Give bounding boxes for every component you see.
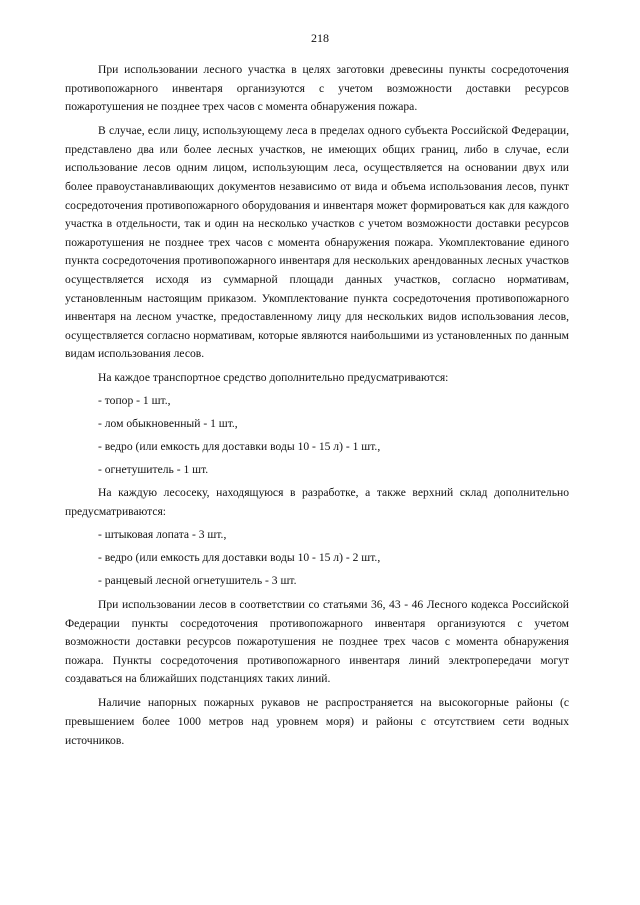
- list-item: - ведро (или емкость для доставки воды 10 - 15 л) - 1 шт.,: [98, 439, 381, 453]
- paragraph-fire-hoses: Наличие напорных пожарных рукавов не распространяется на высокогорные районы (с превышением более 1000 метров над уровнем моря) и районы с отсутствием сети водных источников.: [65, 696, 569, 747]
- paragraph-forest-code-articles: При использовании лесов в соответствии со статьями 36, 43 - 46 Лесного кодекса Российской Федерации пункты сосредоточения противопожарного инвентаря организуются с учетом возможности доставки ресурсов пожаротушения не позднее трех часов с момента обнаружения пожара. Пункты сосредоточения противопожарного инвентаря линий электропередачи могут создаваться на ближайших подстанциях таких линий.: [65, 597, 569, 686]
- paragraph-cutting-area-intro: На каждую лесосеку, находящуюся в разработке, а также верхний склад дополнительно предусматриваются:: [65, 485, 569, 518]
- list-item: - огнетушитель - 1 шт.: [98, 462, 209, 476]
- document-body: [65, 61, 569, 750]
- list-item: - лом обыкновенный - 1 шт.,: [98, 416, 238, 430]
- list-item: - ранцевый лесной огнетушитель - 3 шт.: [98, 573, 297, 587]
- list-item: - штыковая лопата - 3 шт.,: [98, 527, 227, 541]
- list-item: - ведро (или емкость для доставки воды 10 - 15 л) - 2 шт.,: [98, 550, 381, 564]
- paragraph-timber-harvesting: При использовании лесного участка в целях заготовки древесины пункты сосредоточения противопожарного инвентаря организуются с учетом возможности доставки ресурсов пожаротушения не позднее трех часов с момента обнаружения пожара.: [65, 63, 569, 114]
- list-item: - топор - 1 шт.,: [98, 393, 171, 407]
- paragraph-vehicle-equipment-intro: На каждое транспортное средство дополнительно предусматриваются:: [98, 370, 449, 384]
- paragraph-multiple-plots: В случае, если лицу, использующему леса в пределах одного субъекта Российской Федерации, представлено два или более лесных участков, не имеющих общих границ, либо в случае, если использование лесов одним лицом, использующим леса, осуществляется на основании двух или более правоустанавливающих документов независимо от вида и объема использования лесов, пункт сосредоточения противопожарного оборудования и инвентаря может формироваться как для каждого участка в отдельности, так и один на несколько участков с учетом возможности доставки ресурсов пожаротушения не позднее трех часов с момента обнаружения пожара. Укомплектование единого пункта сосредоточения противопожарного инвентаря для нескольких арендованных лесных участков осуществляется исходя из суммарной площади данных участков, согласно нормативам, установленным настоящим приказом. Укомплектование пункта сосредоточения противопожарного инвентаря на лесном участке, предоставленному лицу для нескольких видов использования лесов, осуществляется согласно нормативам, которые являются наибольшими из установленных по данным видам использования лесов.: [65, 124, 569, 361]
- page-number: 218: [311, 31, 329, 45]
